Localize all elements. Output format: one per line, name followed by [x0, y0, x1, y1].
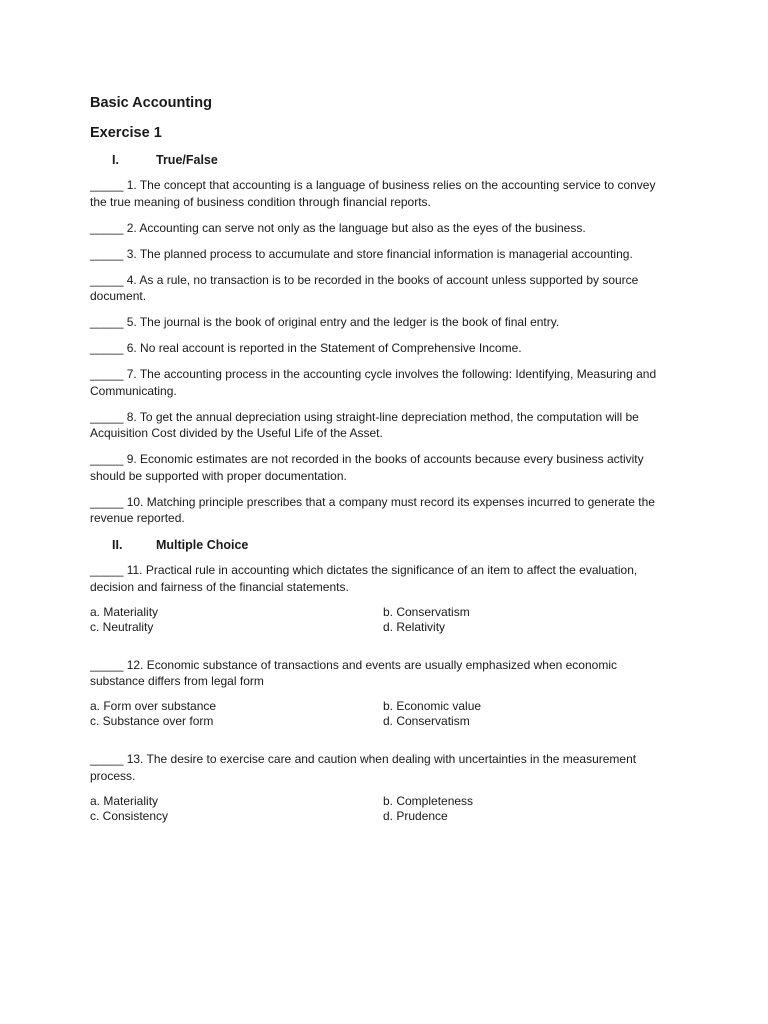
true-false-item: _____ 3. The planned process to accumulate and store financial information is managerial accounting. — [90, 246, 633, 261]
choice-d: d. Conservatism — [383, 714, 470, 728]
answer-choices — [90, 699, 670, 729]
exercise-title: Exercise 1 — [90, 125, 162, 141]
multiple-choice-question — [90, 751, 670, 824]
section-number: I. — [112, 153, 119, 167]
choice-c: c. Substance over form — [90, 714, 214, 728]
multiple-choice-question — [90, 562, 670, 635]
choice-a: a. Form over substance — [90, 699, 217, 713]
choice-c: c. Neutrality — [90, 619, 154, 634]
choice-b: b. Completeness — [383, 793, 474, 808]
true-false-item: _____ 6. No real account is reported in the Statement of Comprehensive Income. — [90, 341, 522, 355]
choice-b: b. Economic value — [383, 699, 482, 713]
choice-d: d. Prudence — [383, 808, 448, 823]
section-heading-multiple-choice — [90, 536, 670, 554]
question-text: _____ 11. Practical rule in accounting which dictates the significance of an item to affect the evaluation, decision and fairness of the financial statements. — [90, 563, 638, 594]
true-false-item: _____ 1. The concept that accounting is a language of business relies on the accounting service to convey the true meaning of business condition through financial reports. — [90, 178, 656, 209]
true-false-item: _____ 9. Economic estimates are not recorded in the books of accounts because every business activity should be supported with proper documentation. — [90, 452, 644, 483]
choice-b: b. Conservatism — [383, 604, 470, 619]
section-number: II. — [112, 538, 123, 552]
true-false-item: _____ 2. Accounting can serve not only as the language but also as the eyes of the business. — [90, 220, 586, 235]
answer-choices — [90, 605, 670, 635]
true-false-item: _____ 7. The accounting process in the accounting cycle involves the following: Identifying, Measuring and Communicating. — [90, 367, 657, 398]
choice-a: a. Materiality — [90, 793, 159, 808]
section-title: Multiple Choice — [156, 538, 249, 552]
true-false-item: _____ 5. The journal is the book of original entry and the ledger is the book of final entry. — [90, 315, 560, 329]
section-title: True/False — [156, 153, 218, 167]
true-false-item: _____ 8. To get the annual depreciation using straight-line depreciation method, the computation will be Acquisition Cost divided by the Useful Life of the Asset. — [90, 409, 639, 440]
question-text: _____ 13. The desire to exercise care and caution when dealing with uncertainties in the measurement process. — [90, 752, 637, 783]
true-false-item: _____ 4. As a rule, no transaction is to be recorded in the books of account unless supported by source document. — [90, 272, 639, 303]
answer-choices — [90, 794, 670, 824]
section-heading-true-false — [90, 151, 670, 169]
multiple-choice-question — [90, 657, 670, 730]
document-title: Basic Accounting — [90, 95, 212, 111]
choice-c: c. Consistency — [90, 808, 169, 823]
question-text: _____ 12. Economic substance of transactions and events are usually emphasized when economic substance differs from legal form — [90, 657, 617, 688]
choice-d: d. Relativity — [383, 619, 446, 634]
true-false-item: _____ 10. Matching principle prescribes that a company must record its expenses incurred to generate the revenue reported. — [90, 494, 655, 525]
choice-a: a. Materiality — [90, 604, 159, 619]
